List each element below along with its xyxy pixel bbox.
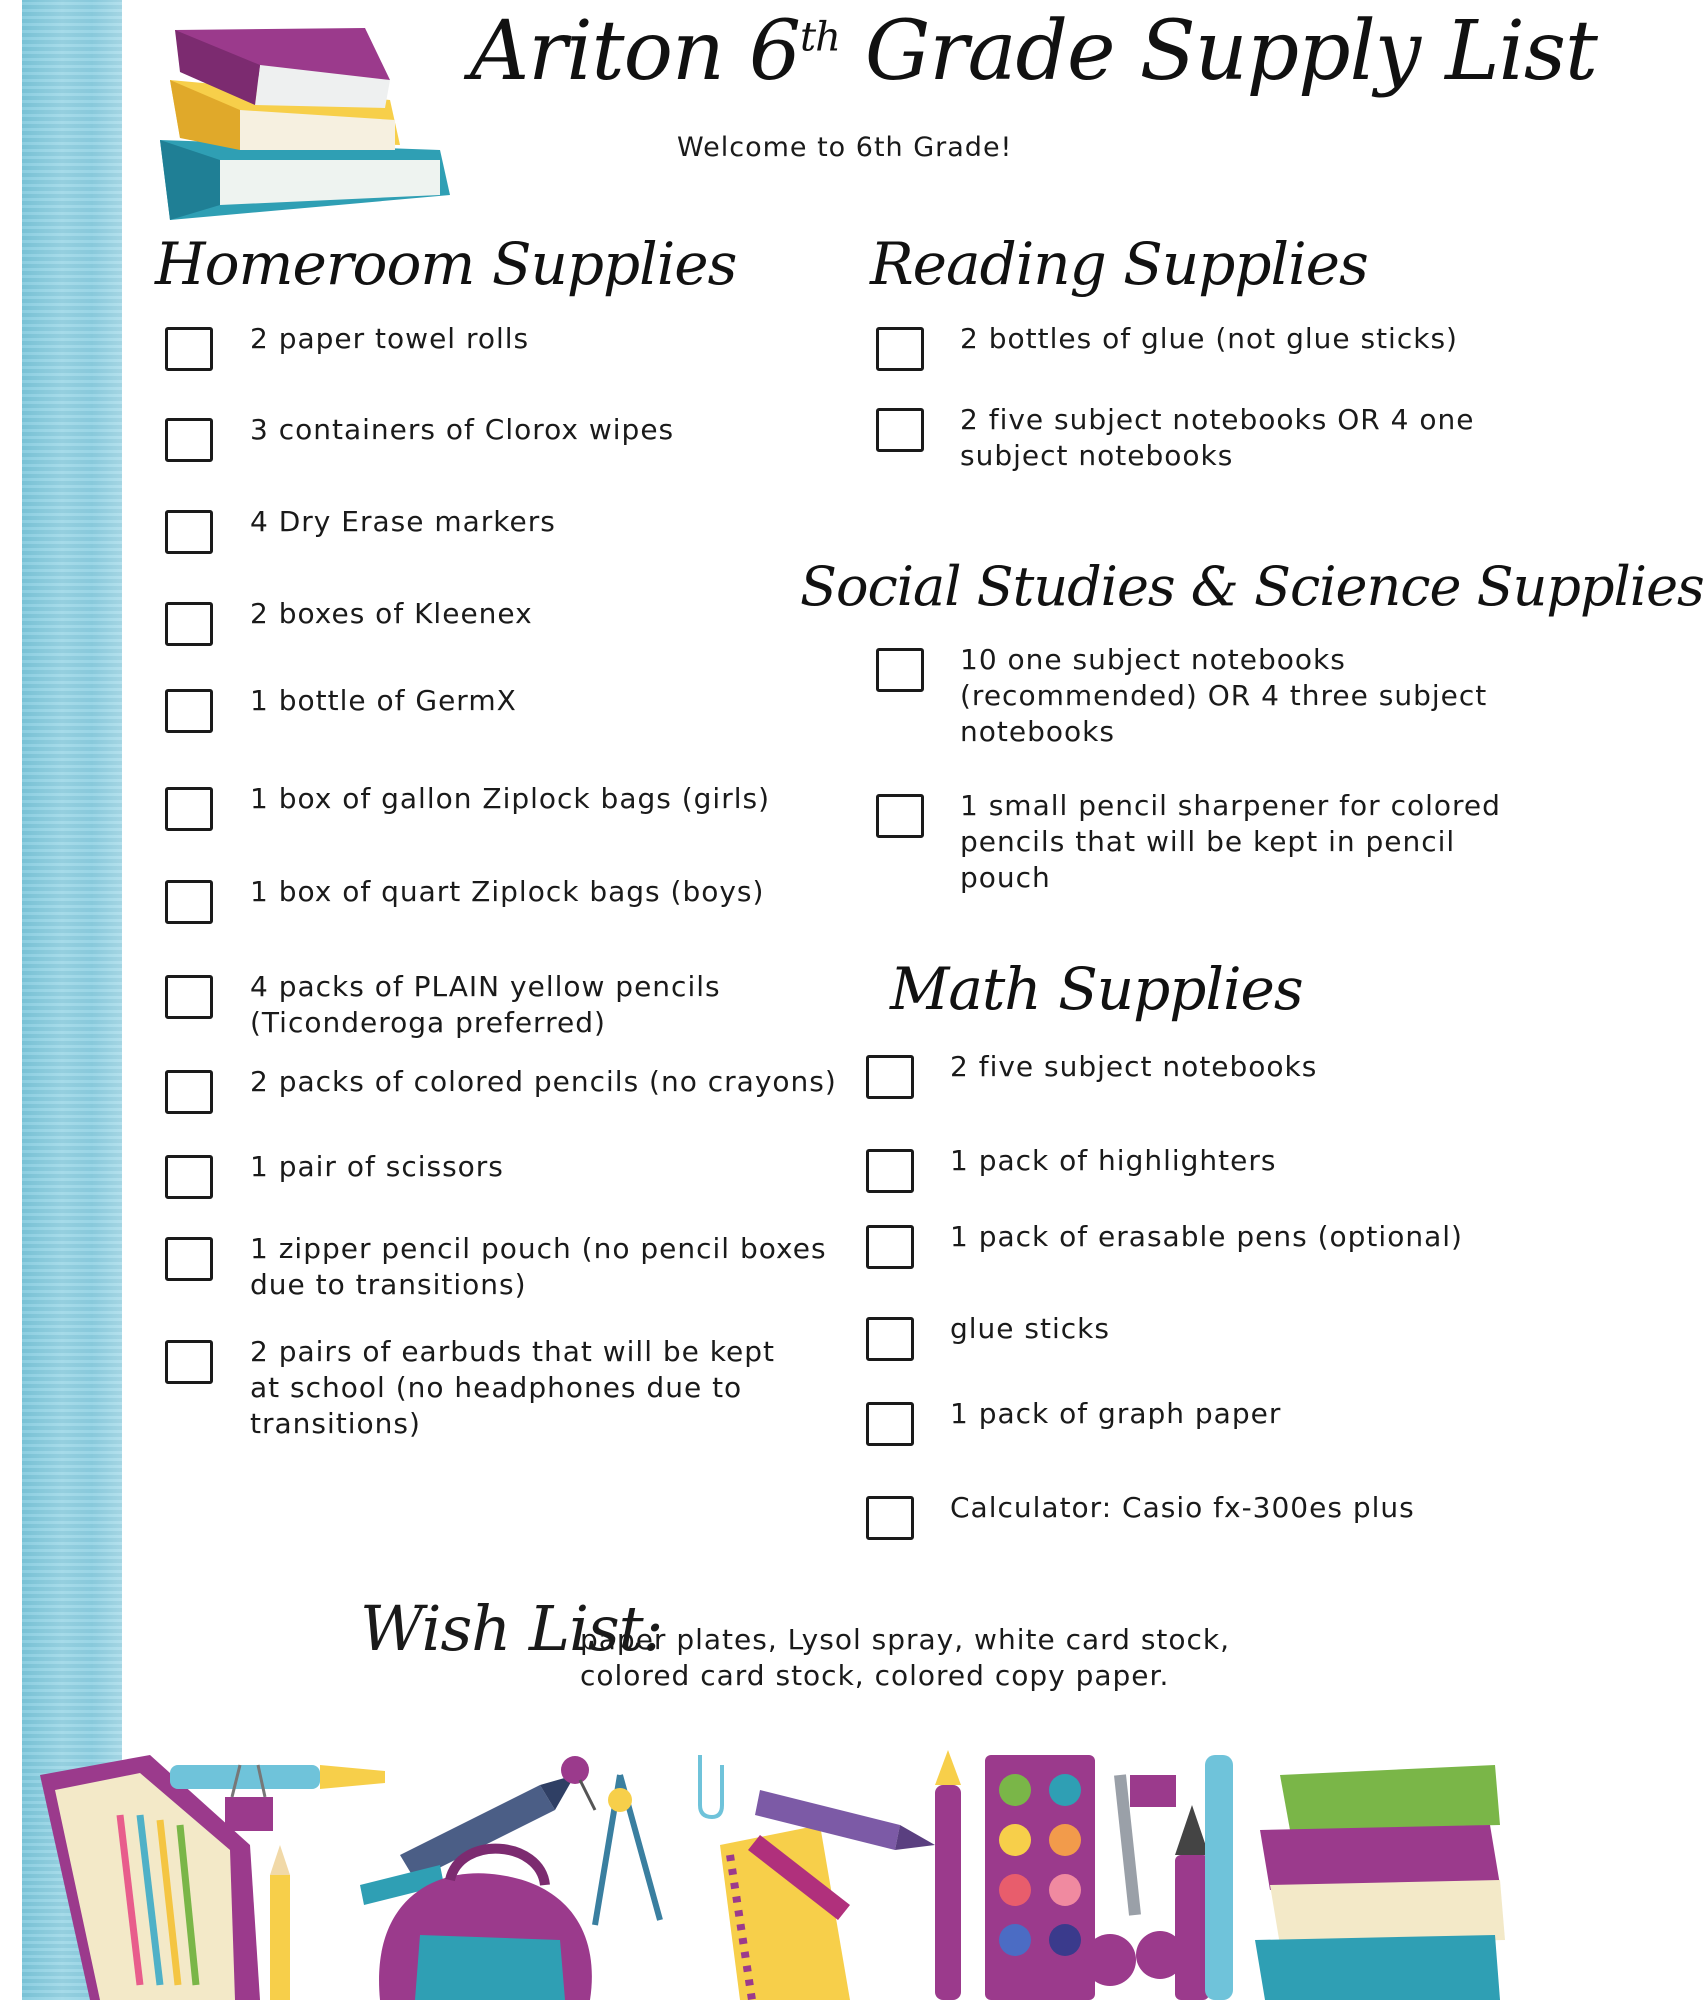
page-subtitle: Welcome to 6th Grade! [677,132,1013,163]
checkbox[interactable] [866,1496,914,1540]
checklist-item-label: 2 five subject notebooks [950,1050,1318,1083]
checklist-item-label: 1 box of quart Ziplock bags (boys) [250,875,765,908]
checklist-item-label: 2 pairs of earbuds that will be kept [250,1335,775,1368]
math-heading: Math Supplies [890,955,1303,1023]
checkbox[interactable] [866,1225,914,1269]
checklist-item-label: pencils that will be kept in pencil [960,825,1456,858]
paper-clip-icon [700,1755,722,1817]
book-stack-illustration [150,10,470,235]
checkbox[interactable] [165,787,213,831]
checklist-item-label: 1 pack of graph paper [950,1397,1282,1430]
teal-book [160,140,450,220]
checkbox[interactable] [866,1317,914,1361]
checklist-item-label: 2 five subject notebooks OR 4 one [960,403,1475,436]
checklist-item-label: notebooks [960,715,1115,748]
checkbox[interactable] [165,1070,213,1114]
checklist-item-label: 4 packs of PLAIN yellow pencils [250,970,721,1003]
checkbox[interactable] [866,1055,914,1099]
clip-icon [1130,1775,1176,1807]
crayon-icon [400,1775,575,1880]
checklist-item-label: 2 boxes of Kleenex [250,597,533,630]
checklist-item-label: 1 pair of scissors [250,1150,504,1183]
books-stack-icon [1255,1765,1505,2000]
pencil-case-icon [40,1755,260,2000]
checklist-item-label: 1 pack of highlighters [950,1144,1277,1177]
checkbox[interactable] [876,648,924,692]
checklist-item-label: 3 containers of Clorox wipes [250,413,675,446]
checklist-item-label: Calculator: Casio fx-300es plus [950,1491,1415,1524]
marker-icon [170,1765,385,1789]
watercolor-palette-icon [985,1755,1095,2000]
checkbox[interactable] [876,408,924,452]
wish-list-label: Wish List: [360,1592,663,1665]
checkbox[interactable] [876,327,924,371]
checklist-item-label: 2 bottles of glue (not glue sticks) [960,322,1458,355]
checkbox[interactable] [165,1237,213,1281]
checklist-item-label: 1 box of gallon Ziplock bags (girls) [250,782,771,815]
checklist-item-label: 1 zipper pencil pouch (no pencil boxes [250,1232,827,1265]
social-science-heading: Social Studies & Science Supplies [800,555,1704,618]
checklist-item-label: 2 packs of colored pencils (no crayons) [250,1065,837,1098]
checkbox[interactable] [165,975,213,1019]
checklist-item-label: 1 small pencil sharpener for colored [960,789,1501,822]
checklist-item-label: due to transitions) [250,1268,527,1301]
checklist-item-label: (recommended) OR 4 three subject [960,679,1488,712]
compass-icon [595,1775,660,1925]
wish-list-text [580,1622,1280,1694]
checklist-item-label: 2 paper towel rolls [250,322,530,355]
teal-highlighter-icon [1205,1755,1233,2000]
checklist-item-label: subject notebooks [960,439,1234,472]
checkbox[interactable] [165,689,213,733]
pen-icon [935,1750,961,2000]
checkbox[interactable] [165,1155,213,1199]
checklist-item-label: 10 one subject notebooks [960,643,1346,676]
wish-list-line: paper plates, Lysol spray, white card stock, [580,1623,1231,1656]
blue-watercolor-stripe [22,0,122,2000]
checklist-item-label: glue sticks [950,1312,1110,1345]
checkbox[interactable] [165,510,213,554]
checkbox[interactable] [165,880,213,924]
school-supplies-border [0,1735,1545,2000]
checklist-item-label: at school (no headphones due to [250,1371,743,1404]
checkbox[interactable] [866,1149,914,1193]
checklist-item-label: pouch [960,861,1051,894]
checkbox[interactable] [165,327,213,371]
checklist-item-label: 4 Dry Erase markers [250,505,556,538]
checklist-item-label: 1 pack of erasable pens (optional) [950,1220,1463,1253]
checkbox[interactable] [165,602,213,646]
checklist-item-label: 1 bottle of GermX [250,684,517,717]
wish-list-line: colored card stock, colored copy paper. [580,1659,1170,1692]
reading-heading: Reading Supplies [870,230,1368,298]
checklist-item-label: (Ticonderoga preferred) [250,1006,606,1039]
checklist-item-label: transitions) [250,1407,421,1440]
fountain-pen-icon [1175,1805,1209,2000]
yellow-pencil-icon [270,1845,290,2000]
checkbox[interactable] [876,794,924,838]
page-title: Ariton 6th Grade Supply List [470,4,1597,99]
checkbox[interactable] [866,1402,914,1446]
homeroom-heading: Homeroom Supplies [155,230,737,298]
checkbox[interactable] [165,418,213,462]
checkbox[interactable] [165,1340,213,1384]
